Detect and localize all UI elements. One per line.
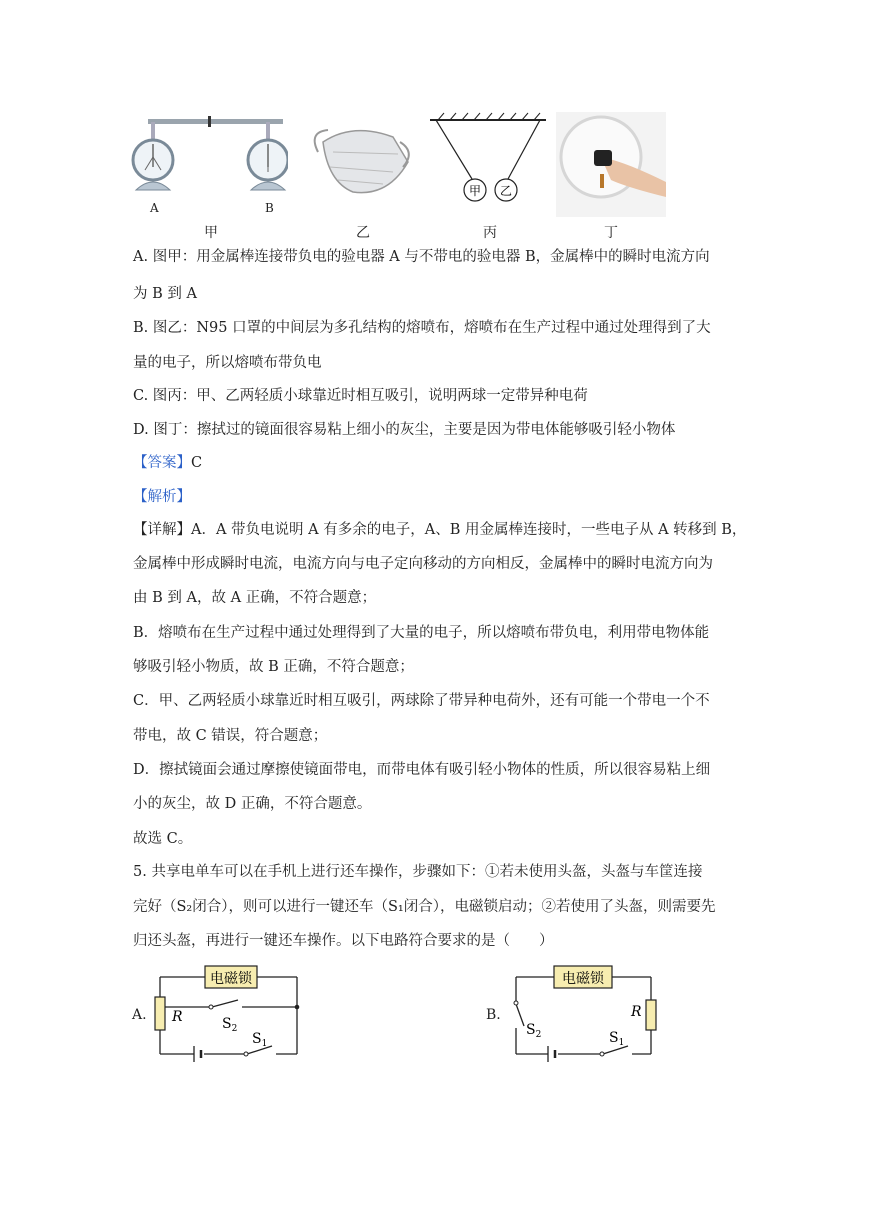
circuit-a [150,962,310,1062]
option-a-line1: A. 图甲：用金属棒连接带负电的验电器 A 与不带电的验电器 B，金属棒中的瞬时电流方向 [133,249,710,265]
electroscope-b-label: B [265,201,274,215]
option-d-line1: D. 图丁：擦拭过的镜面很容易粘上细小的灰尘，主要是因为带电体能够吸引轻小物体 [133,422,676,438]
option-b-line2: 量的电子，所以熔喷布带负电 [133,355,322,371]
figure-label-jia: 甲 [204,225,218,241]
circuit-a-s2-label: $S_2$ [222,1016,238,1034]
circuit-b-s1-label: $S_1$ [609,1030,625,1048]
ball-jia-label: 甲 [468,184,482,198]
circuit-b-label: B. [486,1007,501,1023]
figure-jia-electroscopes [128,112,288,217]
question5-line-3: 归还头盔，再进行一键还车操作。以下电路符合要求的是（ ） [133,933,554,949]
detail-line-2: 金属棒中形成瞬时电流，电流方向与电子定向移动的方向相反，金属棒中的瞬时电流方向为 [133,556,713,572]
question5-line-2: 完好（S₂闭合），则可以进行一键还车（S₁闭合），电磁锁启动；②若使用了头盔，则需要先 [133,899,716,915]
circuit-a-s1-label: $S_1$ [252,1031,268,1049]
answer-tag: 【答案】 [133,455,191,471]
figure-label-bing: 丙 [483,225,497,241]
detail-line-8: D．擦拭镜面会通过摩擦使镜面带电，而带电体有吸引轻小物体的性质，所以很容易粘上细 [133,762,711,778]
circuit-a-label: A. [132,1007,147,1023]
figure-bing-hanging-balls [428,112,548,217]
circuit-a-resistor [155,997,165,1030]
detail-line-6: C．甲、乙两轻质小球靠近时相互吸引，两球除了带异种电荷外，还有可能一个带电一个不 [133,693,710,709]
figure-row [128,112,668,242]
detail-line-10: 故选 C。 [133,831,193,847]
circuit-b-lock-label: 电磁锁 [562,971,604,987]
question5-line-1: 5. 共享电单车可以在手机上进行还车操作，步骤如下：①若未使用头盔，头盔与车筐连接 [133,864,703,880]
figure-label-yi: 乙 [356,225,370,241]
circuit-a-lock-label: 电磁锁 [210,971,252,987]
answer-value: C [191,455,203,471]
detail-line-4: B．熔喷布在生产过程中通过处理得到了大量的电子，所以熔喷布带负电，利用带电物体能 [133,625,710,641]
option-b-line1: B. 图乙：N95 口罩的中间层为多孔结构的熔喷布，熔喷布在生产过程中通过处理得到了大 [133,320,711,336]
circuit-a-r-label: R [172,1009,183,1025]
figure-ding-mirror [556,112,666,217]
ball-yi-label: 乙 [499,184,513,198]
detail-line-9: 小的灰尘，故 D 正确，不符合题意。 [133,796,372,812]
circuit-b-resistor [646,1000,656,1030]
detail-line-1: 【详解】A．A 带负电说明 A 有多余的电子，A、B 用金属棒连接时，一些电子从 A 转移到 B， [133,522,747,538]
detail-line-5: 够吸引轻小物质，故 B 正确，不符合题意； [133,659,414,675]
detail-line-3: 由 B 到 A，故 A 正确，不符合题意； [133,590,377,606]
option-a-line2: 为 B 到 A [133,286,197,302]
electroscope-b [248,122,288,190]
analysis-tag: 【解析】 [133,489,191,505]
circuit-b [506,962,666,1062]
circuit-b-s2-label: $S_2$ [526,1022,542,1040]
answer-line [133,453,202,473]
figure-label-ding: 丁 [604,225,618,241]
electroscope-a [133,122,173,190]
circuit-b-r-label: R [631,1004,642,1020]
option-c-line1: C. 图丙：甲、乙两轻质小球靠近时相互吸引，说明两球一定带异种电荷 [133,388,588,404]
detail-line-7: 带电，故 C 错误，符合题意； [133,728,328,744]
figure-yi-mask [308,112,418,217]
electroscope-a-label: A [150,201,159,215]
cloth [594,150,612,166]
